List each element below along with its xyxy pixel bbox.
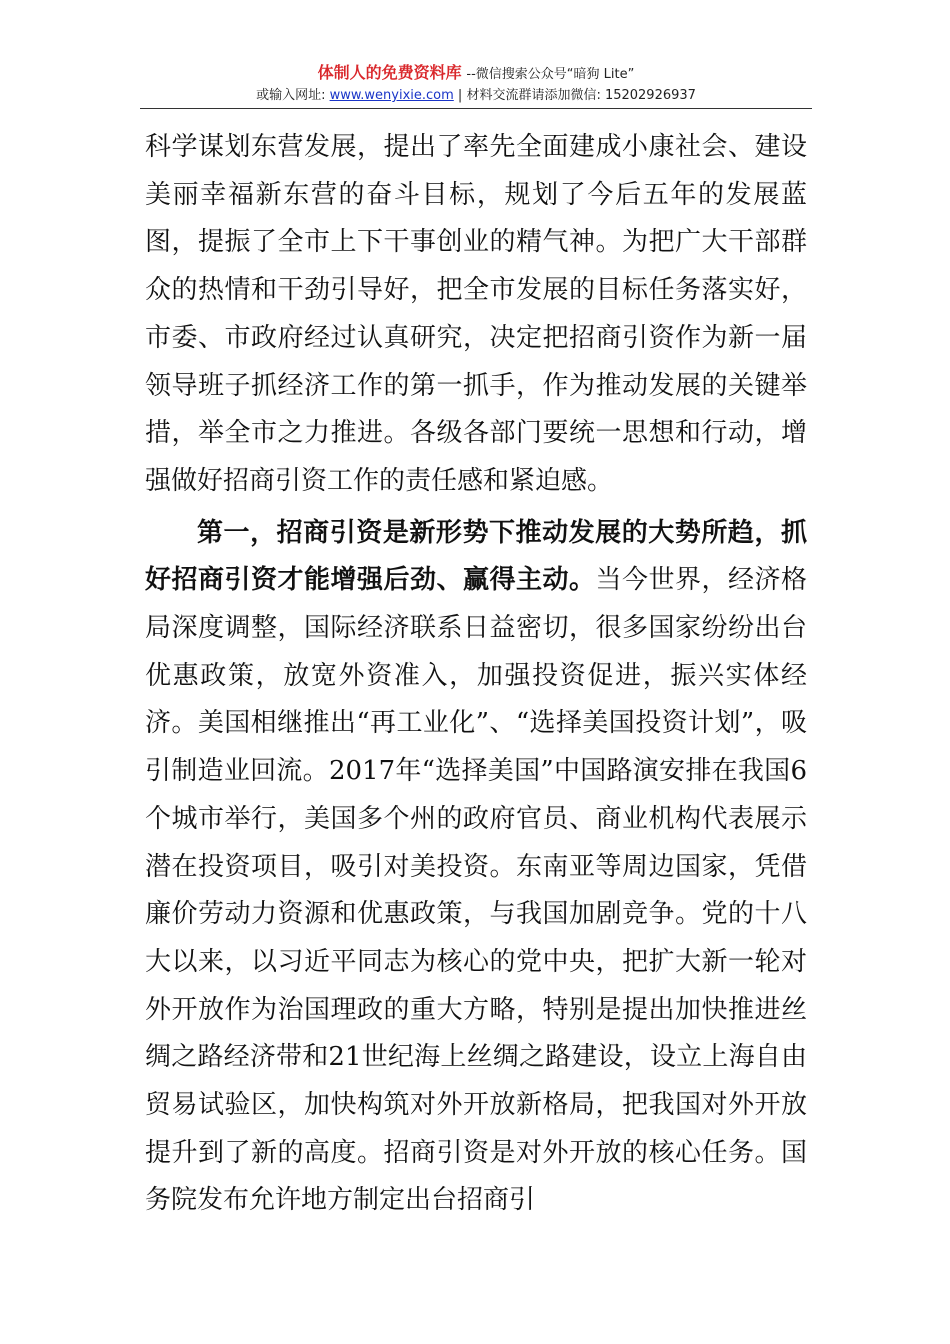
- paragraph-2: [145, 510, 807, 1226]
- paragraph-1: [145, 124, 807, 506]
- paragraph-2-lead: 第一，招商引资是新形势下推动发展的大势所趋，抓好招商引资才能增强后劲、赢得主动。: [145, 517, 807, 596]
- header-divider: [140, 108, 812, 109]
- header-brand: 体制人的免费资料库: [317, 63, 462, 82]
- paragraph-1-text: 科学谋划东营发展，提出了率先全面建成小康社会、建设美丽幸福新东营的奋斗目标，规划了今后五年的发展蓝图，提振了全市上下干事创业的精气神。为把广大干部群众的热情和干劲引导好，把全市发展的目标任务落实好，市委、市政府经过认真研究，决定把招商引资作为新一届领导班子抓经济工作的第一抓手，作为推动发展的关键举措，举全市之力推进。各级各部门要统一思想和行动，增强做好招商引资工作的责任感和紧迫感。: [145, 132, 807, 496]
- page-header: [140, 62, 812, 106]
- document-body: [145, 124, 807, 1225]
- paragraph-2-text: 当今世界，经济格局深度调整，国际经济联系日益密切，很多国家纷纷出台优惠政策，放宽外资准入，加强投资促进，振兴实体经济。美国相继推出“再工业化”、“选择美国投资计划”，吸引制造业回流。2017年“选择美国”中国路演安排在我国6个城市举行，美国多个州的政府官员、商业机构代表展示潜在投资项目，吸引对美投资。东南亚等周边国家，凭借廉价劳动力资源和优惠政策，与我国加剧竞争。党的十八大以来，以习近平同志为核心的党中央，把扩大新一轮对外开放作为治国理政的重大方略，特别是提出加快推进丝绸之路经济带和21世纪海上丝绸之路建设，设立上海自由贸易试验区，加快构筑对外开放新格局，把我国对外开放提升到了新的高度。招商引资是对外开放的核心任务。国务院发布允许地方制定出台招商引: [145, 565, 807, 1216]
- header-tagline: --微信搜索公众号“暗狗 Lite”: [466, 67, 635, 82]
- header-line-2: [140, 86, 812, 106]
- header-contact: | 材料交流群请添加微信: 15202926937: [453, 88, 696, 103]
- header-url-prefix: 或输入网址:: [256, 88, 330, 103]
- header-line-1: [140, 62, 812, 86]
- header-url-link[interactable]: www.wenyixie.com: [329, 88, 454, 103]
